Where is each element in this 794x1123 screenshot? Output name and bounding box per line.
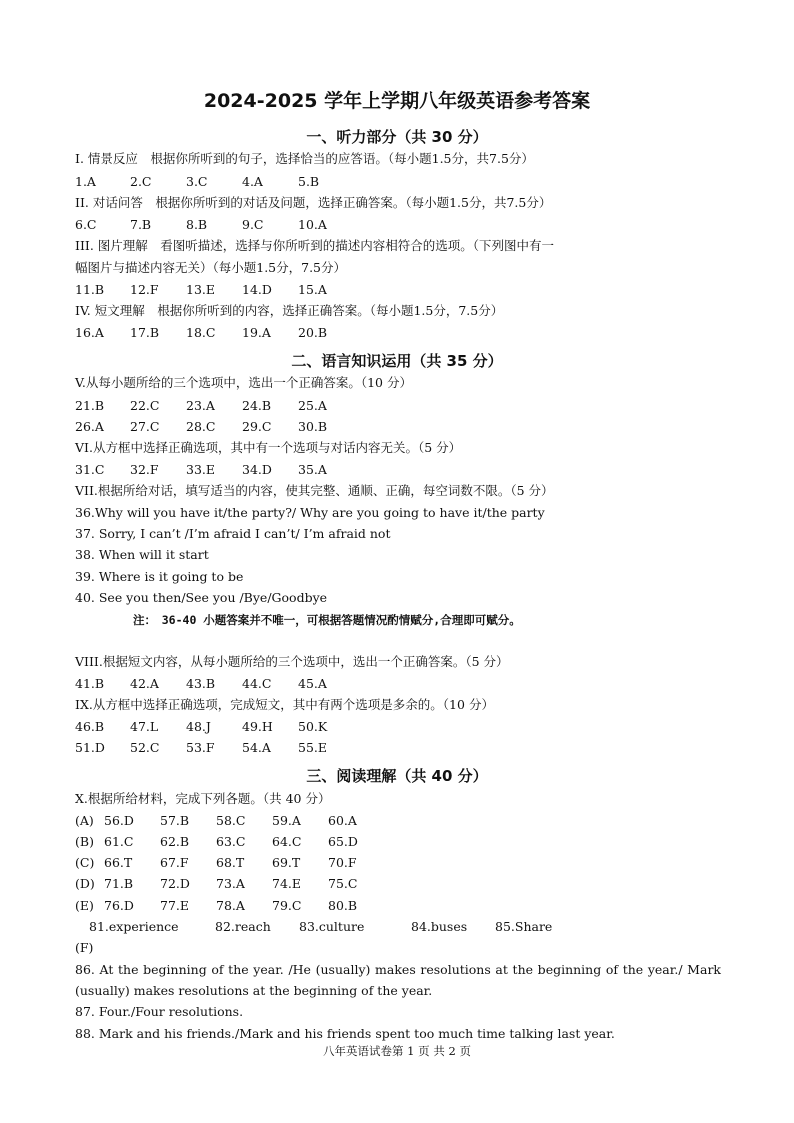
answer-item: 75.C <box>328 876 358 891</box>
scoring-note: 注： 36-40 小题答案并不唯一，可根据答题情况酌情赋分,合理即可赋分。 <box>133 613 521 627</box>
answer-item: 19.A <box>242 325 271 340</box>
instruction-part-3: III. 图片理解 看图听描述，选择与你所听到的描述内容相符合的选项。（下列图中有一 <box>75 238 555 253</box>
answer-item: 8.B <box>186 217 208 232</box>
instruction-part-5: V.从每小题所给的三个选项中，选出一个正确答案。（10 分） <box>75 375 412 390</box>
answer-item: 67.F <box>160 855 189 870</box>
open-answer-39: 39. Where is it going to be <box>75 569 244 584</box>
answer-item: 15.A <box>298 282 327 297</box>
answer-item: 76.D <box>104 898 134 913</box>
answer-item: 27.C <box>130 419 160 434</box>
answer-item: 10.A <box>298 217 327 232</box>
answer-item: 59.A <box>272 813 301 828</box>
answer-item: 29.C <box>242 419 272 434</box>
answer-item: 32.F <box>130 462 159 477</box>
open-answer-38: 38. When will it start <box>75 547 209 562</box>
page-footer: 八年英语试卷第 1 页 共 2 页 <box>323 1044 471 1058</box>
answer-item: 16.A <box>75 325 104 340</box>
instruction-part-1: I. 情景反应 根据你所听到的句子，选择恰当的应答语。（每小题1.5分，共7.5分） <box>75 151 534 166</box>
answer-item: 11.B <box>75 282 105 297</box>
instruction-part-10: X.根据所给材料，完成下列各题。（共 40 分） <box>75 791 331 806</box>
answer-item: 14.D <box>242 282 272 297</box>
open-answer-40: 40. See you then/See you /Bye/Goodbye <box>75 590 328 605</box>
answer-item: 65.D <box>328 834 358 849</box>
answer-item: 1.A <box>75 174 96 189</box>
answer-item: 7.B <box>130 217 152 232</box>
answer-item: 25.A <box>298 398 327 413</box>
answer-item: 24.B <box>242 398 272 413</box>
answer-item: 3.C <box>186 174 208 189</box>
passage-label: (A) <box>75 813 94 828</box>
page-title: 2024-2025 学年上学期八年级英语参考答案 <box>203 90 591 112</box>
answer-item: 44.C <box>242 676 272 691</box>
instruction-part-4: IV. 短文理解 根据你所听到的内容，选择正确答案。（每小题1.5分，7.5分） <box>75 303 504 318</box>
answer-item: 20.B <box>298 325 328 340</box>
passage-label: (D) <box>75 876 95 891</box>
open-answer-36: 36.Why will you have it/the party?/ Why are you going to have it/the party <box>75 505 545 520</box>
answer-item: 77.E <box>160 898 190 913</box>
answer-item: 66.T <box>104 855 133 870</box>
passage-label: (E) <box>75 898 94 913</box>
answer-item: 85.Share <box>495 919 553 934</box>
passage-label: (B) <box>75 834 94 849</box>
answer-item: 82.reach <box>215 919 271 934</box>
section-listening-heading: 一、听力部分（共 30 分） <box>306 128 488 146</box>
instruction-part-7: VII.根据所给对话，填写适当的内容，使其完整、通顺、正确，每空词数不限。（5 分） <box>75 483 554 498</box>
answer-item: 23.A <box>186 398 215 413</box>
answer-item: 58.C <box>216 813 246 828</box>
instruction-part-2: II. 对话问答 根据你所听到的对话及问题，选择正确答案。（每小题1.5分，共7.5分） <box>75 195 552 210</box>
answer-item: 35.A <box>298 462 327 477</box>
passage-label-f: (F) <box>75 940 94 955</box>
answer-item: 46.B <box>75 719 105 734</box>
answer-item: 13.E <box>186 282 216 297</box>
answer-item: 80.B <box>328 898 358 913</box>
answer-item: 31.C <box>75 462 105 477</box>
answer-item: 28.C <box>186 419 216 434</box>
answer-item: 61.C <box>104 834 134 849</box>
answer-item: 70.F <box>328 855 357 870</box>
answer-item: 5.B <box>298 174 320 189</box>
answer-item: 84.buses <box>411 919 468 934</box>
answer-item: 69.T <box>272 855 301 870</box>
instruction-part-8: VIII.根据短文内容，从每小题所给的三个选项中，选出一个正确答案。（5 分） <box>75 654 509 669</box>
answer-item: 49.H <box>242 719 273 734</box>
answer-item: 73.A <box>216 876 245 891</box>
answer-item: 74.E <box>272 876 302 891</box>
answer-item: 83.culture <box>299 919 365 934</box>
answer-item: 47.L <box>130 719 159 734</box>
passage-label: (C) <box>75 855 95 870</box>
answer-item: 78.A <box>216 898 245 913</box>
answer-item: 41.B <box>75 676 105 691</box>
open-answer-88: 88. Mark and his friends./Mark and his friends spent too much time talking last year. <box>75 1026 615 1041</box>
answer-item: 18.C <box>186 325 216 340</box>
open-answer-87: 87. Four./Four resolutions. <box>75 1004 244 1019</box>
answer-item: 48.J <box>186 719 211 734</box>
answer-item: 53.F <box>186 740 215 755</box>
answer-item: 79.C <box>272 898 302 913</box>
answer-item: 43.B <box>186 676 216 691</box>
answer-item: 62.B <box>160 834 190 849</box>
answer-item: 57.B <box>160 813 190 828</box>
answer-item: 60.A <box>328 813 357 828</box>
answer-item: 30.B <box>298 419 328 434</box>
open-answer-37: 37. Sorry, I can’t /I’m afraid I can’t/ I’m afraid not <box>75 526 391 541</box>
section-reading-heading: 三、阅读理解（共 40 分） <box>306 767 488 785</box>
answer-item: 17.B <box>130 325 160 340</box>
answer-item: 51.D <box>75 740 105 755</box>
open-answer-86: 86. At the beginning of the year. /He (usually) makes resolutions at the beginning of the year./ Mark (usually) makes resolutions at the beginning of the year. <box>75 962 721 998</box>
answer-item: 56.D <box>104 813 134 828</box>
answer-item: 6.C <box>75 217 97 232</box>
answer-item: 45.A <box>298 676 327 691</box>
answer-item: 9.C <box>242 217 264 232</box>
answer-item: 42.A <box>130 676 159 691</box>
answer-item: 4.A <box>242 174 263 189</box>
answer-item: 21.B <box>75 398 105 413</box>
answer-item: 64.C <box>272 834 302 849</box>
answer-item: 22.C <box>130 398 160 413</box>
answer-item: 72.D <box>160 876 190 891</box>
answer-item: 34.D <box>242 462 272 477</box>
instruction-part-3-cont: 幅图片与描述内容无关）（每小题1.5分，7.5分） <box>75 260 347 275</box>
answer-item: 52.C <box>130 740 160 755</box>
answer-item: 68.T <box>216 855 245 870</box>
answer-item: 55.E <box>298 740 328 755</box>
instruction-part-9: IX.从方框中选择正确选项，完成短文，其中有两个选项是多余的。（10 分） <box>75 697 494 712</box>
answer-item: 33.E <box>186 462 216 477</box>
answer-item: 50.K <box>298 719 328 734</box>
answer-item: 54.A <box>242 740 271 755</box>
answer-item: 2.C <box>130 174 152 189</box>
answer-item: 63.C <box>216 834 246 849</box>
answer-item: 26.A <box>75 419 104 434</box>
instruction-part-6: VI.从方框中选择正确选项，其中有一个选项与对话内容无关。（5 分） <box>75 440 462 455</box>
answer-item: 12.F <box>130 282 159 297</box>
answer-item: 81.experience <box>89 919 179 934</box>
answer-item: 71.B <box>104 876 134 891</box>
section-language-heading: 二、语言知识运用（共 35 分） <box>291 352 503 370</box>
